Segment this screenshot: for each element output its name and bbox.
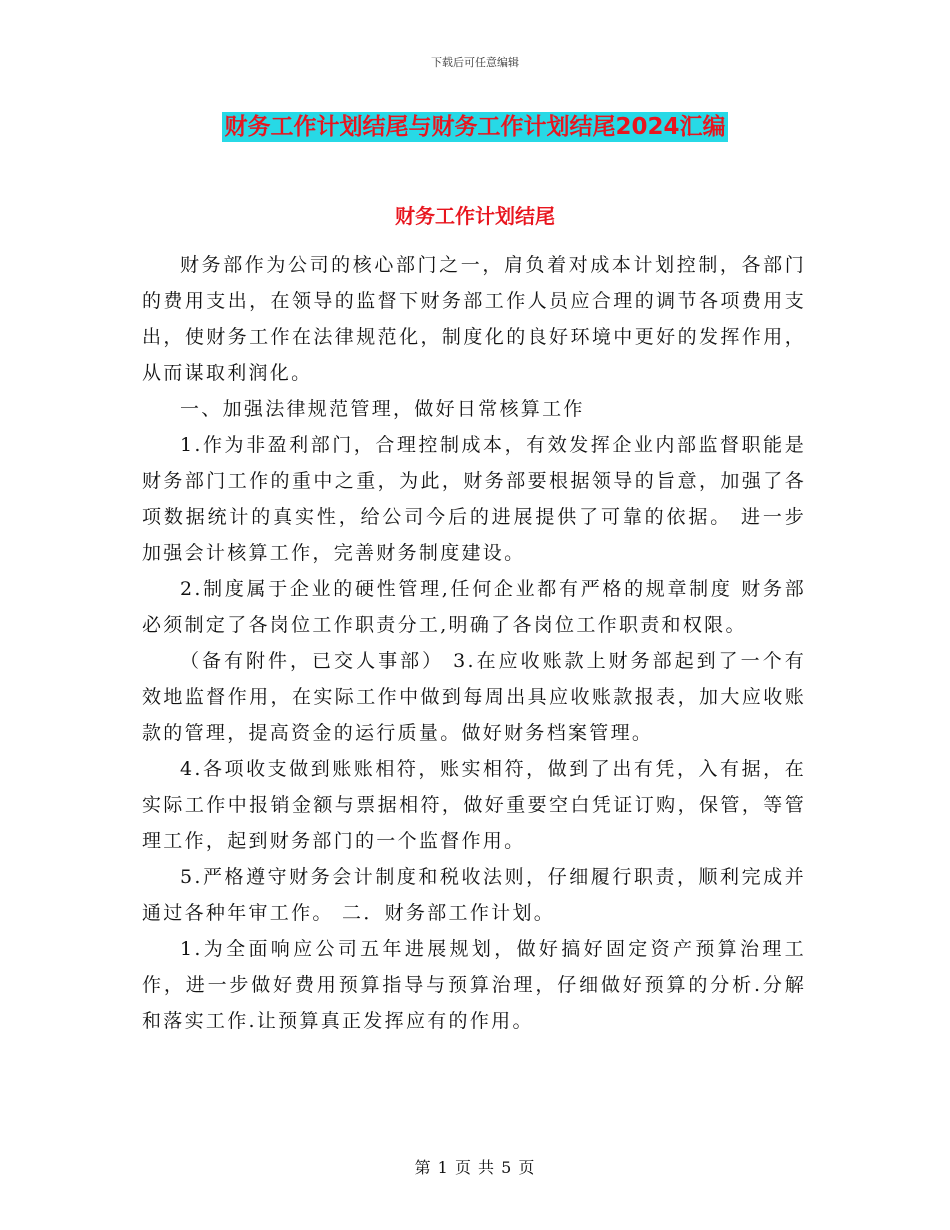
- paragraph: 1.为全面响应公司五年进展规划，做好搞好固定资产预算治理工作，进一步做好费用预算指导与预算治理，仔细做好预算的分析.分解和落实工作.让预算真正发挥应有的作用。: [142, 938, 806, 1032]
- paragraph: 1.作为非盈利部门，合理控制成本，有效发挥企业内部监督职能是财务部门工作的重中之重，为此，财务部要根据领导的旨意，加强了各项数据统计的真实性，给公司今后的进展提供了可靠的依据。 进一步加强会计核算工作，完善财务制度建设。: [142, 434, 806, 564]
- paragraph: 5.严格遵守财务会计制度和税收法则，仔细履行职责，顺利完成并通过各种年审工作。 二．财务部工作计划。: [142, 866, 806, 924]
- document-title-text: 财务工作计划结尾与财务工作计划结尾2024汇编: [224, 114, 726, 140]
- paragraph: 财务部作为公司的核心部门之一，肩负着对成本计划控制，各部门的费用支出，在领导的监督下财务部工作人员应合理的调节各项费用支出，使财务工作在法律规范化，制度化的良好环境中更好的发挥作用，从而谋取利润化。: [142, 254, 806, 384]
- header-note: 下载后可任意编辑: [431, 56, 519, 69]
- section-title: 财务工作计划结尾: [395, 204, 555, 228]
- paragraph: 4.各项收支做到账账相符，账实相符，做到了出有凭，入有据，在实际工作中报销金额与票据相符，做好重要空白凭证订购，保管，等管理工作，起到财务部门的一个监督作用。: [142, 758, 806, 852]
- page-footer: 第 1 页 共 5 页: [414, 1158, 536, 1177]
- paragraph: 2.制度属于企业的硬性管理,任何企业都有严格的规章制度 财务部必须制定了各岗位工作职责分工,明确了各岗位工作职责和权限。: [142, 578, 806, 636]
- body-text: [142, 247, 806, 1039]
- paragraph: （备有附件，已交人事部） 3.在应收账款上财务部起到了一个有效地监督作用，在实际工作中做到每周出具应收账款报表，加大应收账款的管理，提高资金的运行质量。做好财务档案管理。: [142, 650, 806, 744]
- paragraph: 一、加强法律规范管理，做好日常核算工作: [180, 398, 585, 420]
- document-title: [0, 112, 950, 142]
